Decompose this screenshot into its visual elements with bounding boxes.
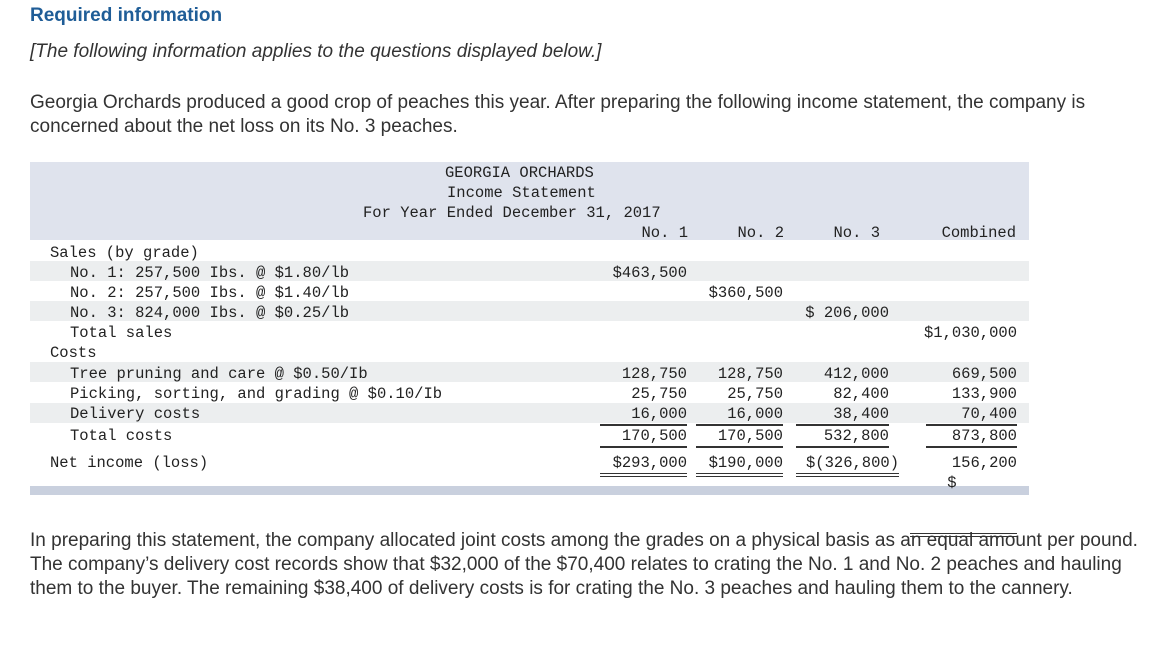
- income-statement-table: [30, 162, 1029, 495]
- cost-combined-value: 133,900: [951, 385, 1017, 403]
- statement-footer-band: [30, 486, 1029, 495]
- sales-no1-value: $463,500: [612, 264, 687, 282]
- column-header-no2: No. 2: [737, 224, 784, 242]
- net-income-no2: $190,000: [696, 453, 783, 477]
- sales-no2-value: $360,500: [708, 284, 783, 302]
- cost-combined-value: 669,500: [951, 365, 1017, 383]
- sales-row-label: No. 3: 824,000 Ibs. @ $0.25/lb: [70, 304, 350, 322]
- cost-no3-value: 38,400: [796, 404, 889, 426]
- net-income-combined: 156,200: [951, 454, 1017, 472]
- instructions-note: [The following information applies to the questions displayed below.]: [30, 41, 602, 62]
- column-header-combined: Combined: [941, 224, 1016, 242]
- net-income-combined-cell: [910, 453, 1017, 537]
- total-costs-no1: 170,500: [600, 426, 687, 448]
- net-income-no3: $(326,800): [796, 453, 899, 477]
- net-income-combined-sign: $: [947, 474, 957, 492]
- total-costs-combined: 873,800: [926, 426, 1017, 448]
- statement-period: For Year Ended December 31, 2017: [363, 204, 661, 222]
- total-sales-label: Total sales: [70, 324, 173, 342]
- company-name: GEORGIA ORCHARDS: [445, 164, 594, 182]
- cost-no3-value: 412,000: [823, 365, 889, 383]
- sales-heading: Sales (by grade): [50, 244, 199, 262]
- cost-no2-value: 128,750: [717, 365, 783, 383]
- cost-no3-value: 82,400: [833, 385, 889, 403]
- cost-no1-value: 16,000: [600, 404, 687, 426]
- total-costs-no3: 532,800: [796, 426, 889, 448]
- cost-combined-value: 70,400: [926, 404, 1017, 426]
- sales-row-label: No. 1: 257,500 Ibs. @ $1.80/lb: [70, 264, 350, 282]
- closing-paragraph: In preparing this statement, the company allocated joint costs among the grades on a physical basis as an equal amount per pound. The company’s delivery cost records show that $32,000 of the $70,400 relates to crating the No. 1 and No. 2 peaches and hauling them to the buyer. The remaining $38,400 of delivery costs is for crating the No. 3 peaches and hauling them to the cannery.: [30, 530, 1138, 599]
- cost-row-label: Tree pruning and care @ $0.50/Ib: [70, 365, 368, 383]
- cost-no1-value: 25,750: [631, 385, 687, 403]
- total-sales-combined: $1,030,000: [923, 324, 1017, 342]
- cost-no1-value: 128,750: [621, 365, 687, 383]
- total-costs-label: Total costs: [70, 427, 173, 445]
- cost-row-label: Picking, sorting, and grading @ $0.10/Ib: [70, 385, 443, 403]
- costs-heading: Costs: [50, 344, 97, 362]
- net-income-no1: $293,000: [600, 453, 687, 477]
- required-information-heading: Required information: [30, 5, 223, 26]
- cost-no2-value: 16,000: [696, 404, 783, 426]
- cost-no2-value: 25,750: [727, 385, 783, 403]
- sales-no3-value: $ 206,000: [805, 304, 889, 322]
- column-header-no1: No. 1: [641, 224, 688, 242]
- statement-title: Income Statement: [447, 184, 596, 202]
- cost-row-label: Delivery costs: [70, 405, 201, 423]
- net-income-label: Net income (loss): [50, 454, 209, 472]
- sales-row-label: No. 2: 257,500 Ibs. @ $1.40/lb: [70, 284, 350, 302]
- total-costs-no2: 170,500: [696, 426, 783, 448]
- intro-paragraph: Georgia Orchards produced a good crop of peaches this year. After preparing the following income statement, the company is concerned about the net loss on its No. 3 peaches.: [30, 92, 1086, 137]
- column-header-no3: No. 3: [833, 224, 880, 242]
